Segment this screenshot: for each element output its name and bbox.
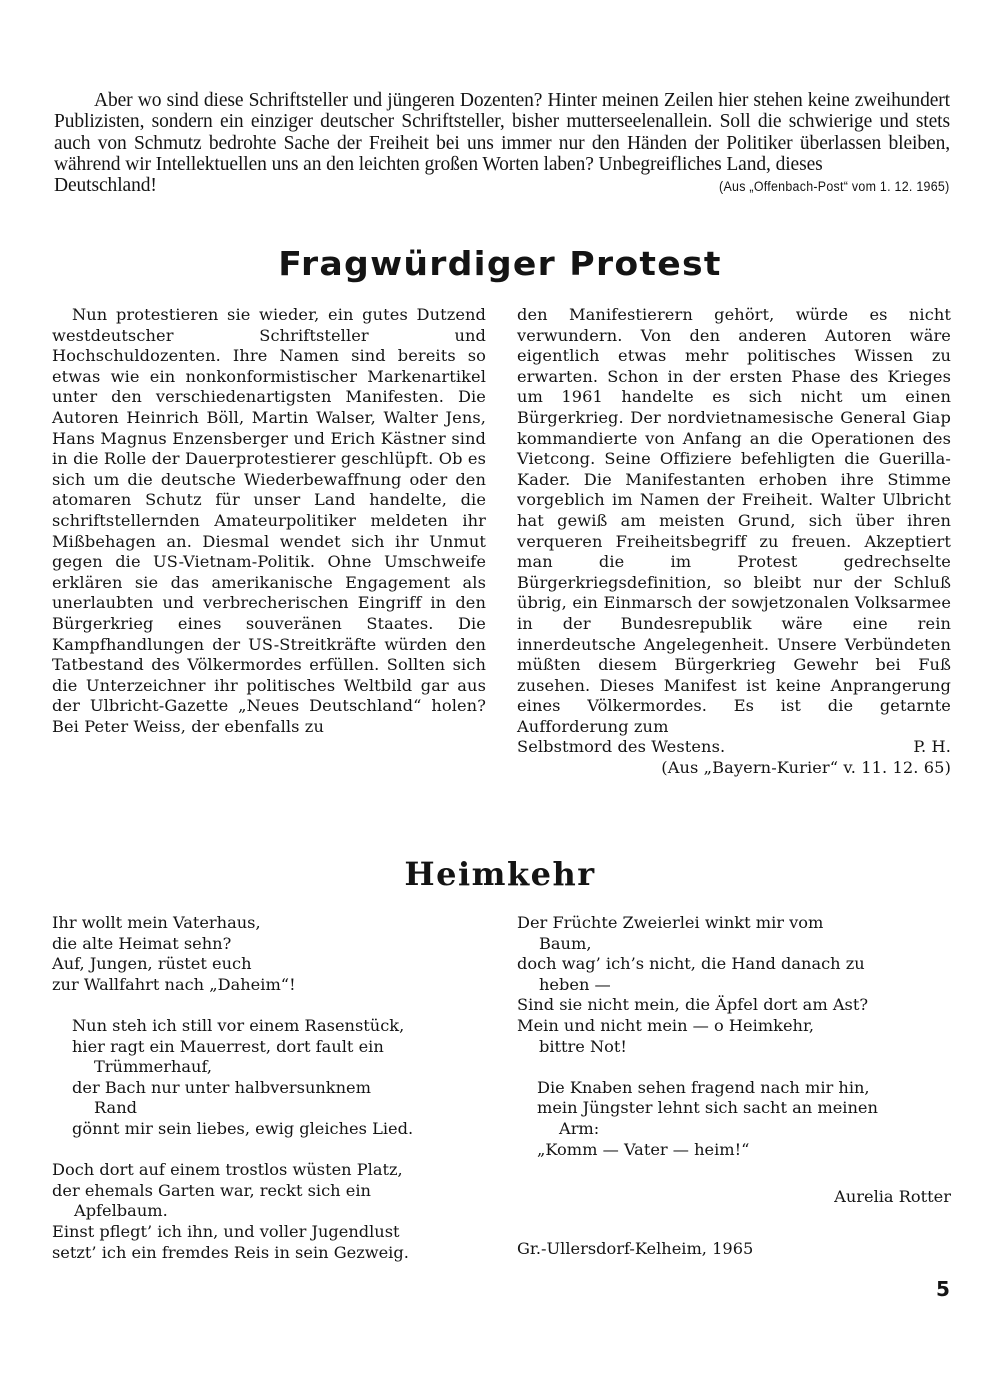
poem-stanza	[52, 913, 492, 995]
article-initials: P. H.	[913, 737, 951, 757]
poem-line: Nun steh ich still vor einem Rasenstück,	[72, 1015, 405, 1035]
poem-line: „Komm — Vater — heim!“	[537, 1139, 750, 1159]
poem-line: Apfelbaum.	[74, 1201, 168, 1221]
poem-line: Baum,	[539, 933, 592, 953]
article-last-line: Selbstmord des Westens.	[517, 737, 726, 757]
poem-line: Trümmerhauf,	[94, 1057, 213, 1077]
poem-line: setzt’ ich ein fremdes Reis in sein Gezweig.	[52, 1242, 409, 1262]
article-left-column	[52, 305, 486, 737]
intro-source-line	[54, 175, 950, 197]
poem-stanza	[517, 913, 957, 1057]
poem-line: Rand	[94, 1098, 137, 1118]
intro-source-citation: (Aus „Offenbach-Post“ vom 1. 12. 1965)	[719, 179, 950, 195]
poem-stanza	[52, 1160, 492, 1263]
poem-line: Einst pflegt’ ich ihn, und voller Jugendlust	[52, 1221, 400, 1241]
poem-line: hier ragt ein Mauerrest, dort fault ein	[72, 1036, 384, 1056]
poem-line: Mein und nicht mein — o Heimkehr,	[517, 1015, 815, 1035]
poem-author: Aurelia Rotter	[834, 1187, 951, 1206]
poem-line: gönnt mir sein liebes, ewig gleiches Lied.	[72, 1118, 414, 1138]
poem-line: der Bach nur unter halbversunknem	[72, 1077, 371, 1097]
article-right-column	[517, 305, 951, 779]
poem-line: heben —	[539, 974, 611, 994]
page-number: 5	[936, 1277, 950, 1301]
article-left-text: Nun protestieren sie wieder, ein gutes Dutzend westdeutscher Schriftsteller und Hochschuldozenten. Ihre Namen sind bereits so etwas wie ein nonkonformistischer Markenartikel unter den verschiedenartigsten Manifesten. Die Autoren Heinrich Böll, Martin Walser, Walter Jens, Hans Magnus Enzensberger und Erich Kästner sind in die Rolle der Dauerprotestierer geschlüpft. Ob es sich um die deutsche Wiederbewaffnung oder den atomaren Schutz für unser Land handelte, die schriftstellernden Amateurpolitiker meldeten ihr Mißbehagen an. Diesmal wendet sich ihr Unmut gegen die US-Vietnam-Politik. Ohne Umschweife erklären sie das amerikanische Engagement als unerlaubten und verbrecherischen Eingriff in den Bürgerkrieg eines souveränen Staates. Die Kampfhandlungen der US-Streitkräfte würden den Tatbestand des Völkermordes erfüllen. Sollten sich die Unterzeichner ihr politisches Weltbild gar aus der Ulbricht-Gazette „Neues Deutschland“ holen? Bei Peter Weiss, der ebenfalls zu	[52, 305, 486, 736]
intro-paragraph	[54, 90, 950, 197]
article-headline: Fragwürdiger Protest	[278, 244, 722, 283]
poem-line: Die Knaben sehen fragend nach mir hin,	[537, 1077, 870, 1097]
poem-right-column	[517, 913, 957, 1181]
poem-line: Doch dort auf einem trostlos wüsten Platz,	[52, 1160, 403, 1180]
poem-stanza	[517, 1078, 957, 1160]
poem-place-date: Gr.-Ullersdorf-Kelheim, 1965	[517, 1239, 754, 1258]
poem-line: Auf, Jungen, rüstet euch	[52, 954, 252, 974]
poem-line: Ihr wollt mein Vaterhaus,	[52, 913, 261, 932]
poem-line: Sind sie nicht mein, die Äpfel dort am Ast?	[517, 995, 869, 1015]
poem-stanza	[52, 1016, 492, 1140]
intro-last-word: Deutschland!	[54, 175, 157, 197]
poem-line: Der Früchte Zweierlei winkt mir vom	[517, 913, 824, 932]
poem-line: bittre Not!	[539, 1036, 627, 1056]
poem-line: Arm:	[559, 1118, 600, 1138]
poem-left-column	[52, 913, 492, 1284]
article-right-text: den Manifestierern gehört, würde es nicht verwundern. Von den anderen Autoren wäre eigentlich etwas mehr politisches Wissen zu erwarten. Schon in der ersten Phase des Krieges um 1961 handelte es sich nicht um einen Bürgerkrieg. Der nordvietnamesische General Giap kommandierte von Anfang an die Operationen des Vietcong. Seine Offiziere befehligten die Guerilla-Kader. Die Manifestanten erhoben ihre Stimme vorgeblich im Namen der Freiheit. Walter Ulbricht hat gewiß am meisten Grund, sich über ihren verqueren Freiheitsbegriff zu freuen. Akzeptiert man die im Protest gedrechselte Bürgerkriegsdefinition, so bleibt nur der Schluß übrig, ein Einmarsch der sowjetzonalen Volksarmee in der Bundesrepublik wäre eine rein innerdeutsche Angelegenheit. Unsere Verbündeten müßten diesem Bürgerkrieg Gewehr bei Fuß zusehen. Dieses Manifest ist keine Anprangerung eines Völkermordes. Es ist die getarnte Aufforderung zum	[517, 305, 951, 736]
article-signature-line	[517, 737, 951, 758]
poem-title: Heimkehr	[404, 855, 596, 893]
article-source-citation: (Aus „Bayern-Kurier“ v. 11. 12. 65)	[661, 758, 951, 778]
poem-line: die alte Heimat sehn?	[52, 933, 232, 953]
poem-line: doch wag’ ich’s nicht, die Hand danach zu	[517, 954, 865, 974]
intro-text: Aber wo sind diese Schriftsteller und jüngeren Dozenten? Hinter meinen Zeilen hier stehen keine zweihundert Publizisten, sondern ein einziger deutscher Schriftsteller, bisher mutterseelenallein. Soll die schwierige und stets auch von Schmutz bedrohte Sache der Freiheit bei uns immer nur den Händen der Politiker überlassen bleiben, während wir Intellektuellen uns an den leichten großen Worten laben? Unbegreifliches Land, dieses	[54, 90, 950, 175]
poem-line: der ehemals Garten war, reckt sich ein	[52, 1180, 371, 1200]
poem-line: mein Jüngster lehnt sich sacht an meinen	[537, 1098, 878, 1118]
poem-line: zur Wallfahrt nach „Daheim“!	[52, 974, 296, 994]
